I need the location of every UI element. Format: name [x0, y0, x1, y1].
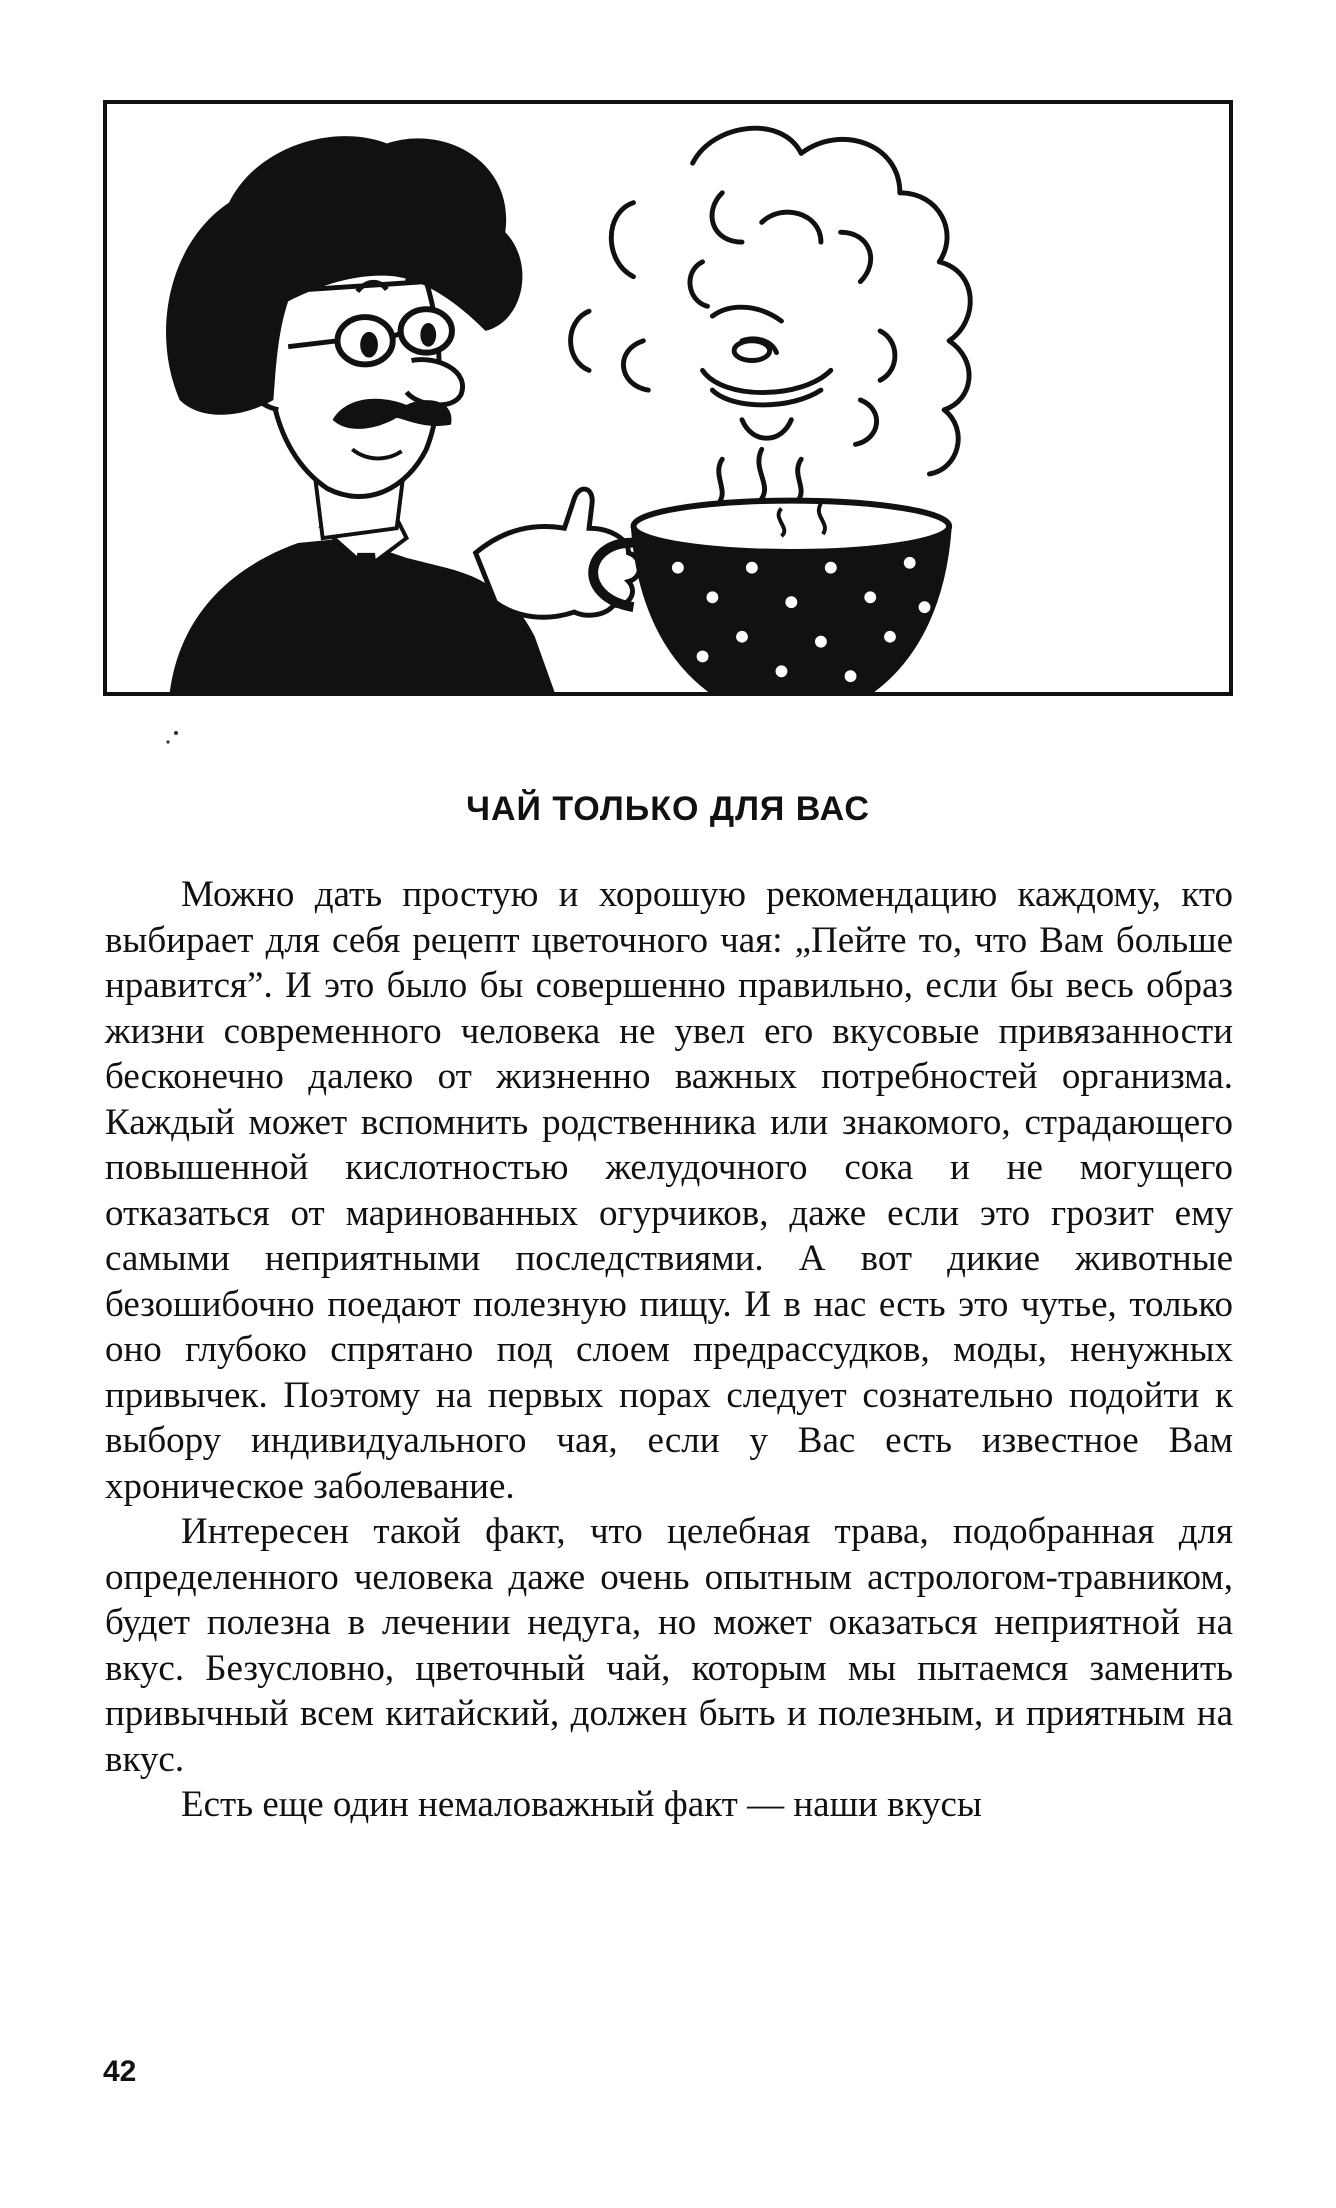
cartoon-drawing — [107, 104, 1229, 692]
man-nose — [407, 360, 463, 405]
article-body — [105, 872, 1233, 1828]
article-title: ЧАЙ ТОЛЬКО ДЛЯ ВАС — [466, 790, 870, 828]
page-number: 42 — [103, 2055, 137, 2088]
print-speck — [162, 728, 188, 748]
paragraph: Интересен такой факт, что целебная трава, подобранная для определенного человека даже очень опытным астрологом-травником, будет полезна в лечении недуга, но может оказаться неприятной на вкус. Безусловно, цветочный чай, которым мы пытаемся заменить привычный всем китайский, должен быть и полезным, и приятным на вкус. — [105, 1511, 1233, 1780]
paragraph: Можно дать простую и хорошую рекомендацию каждому, кто выбирает для себя рецепт цветочного чая: „Пейте то, что Вам больше нравится”. И это было бы совершенно правильно, если бы весь образ жизни современного человека не увел его вкусовые привязанности бесконечно далеко от жизненно важных потребностей организма. Каждый может вспомнить родственника или знакомого, страдающего повышенной кислотностью желудочного сока и не могущего отказаться от маринованных огурчиков, даже если это грозит ему самыми неприятными последствиями. А вот дикие животные безошибочно поедают полезную пищу. И в нас есть это чутье, только оно глубоко спрятано под слоем предрассудков, моды, ненужных привычек. Поэтому на первых порах следует сознательно подойти к выбору индивидуального чая, если у Вас есть известное Вам хроническое заболевание. — [105, 874, 1233, 1507]
paragraph: Есть еще один немаловажный факт — наши вкусы — [181, 1784, 982, 1825]
steam-figure — [571, 128, 971, 500]
illustration — [103, 100, 1233, 696]
